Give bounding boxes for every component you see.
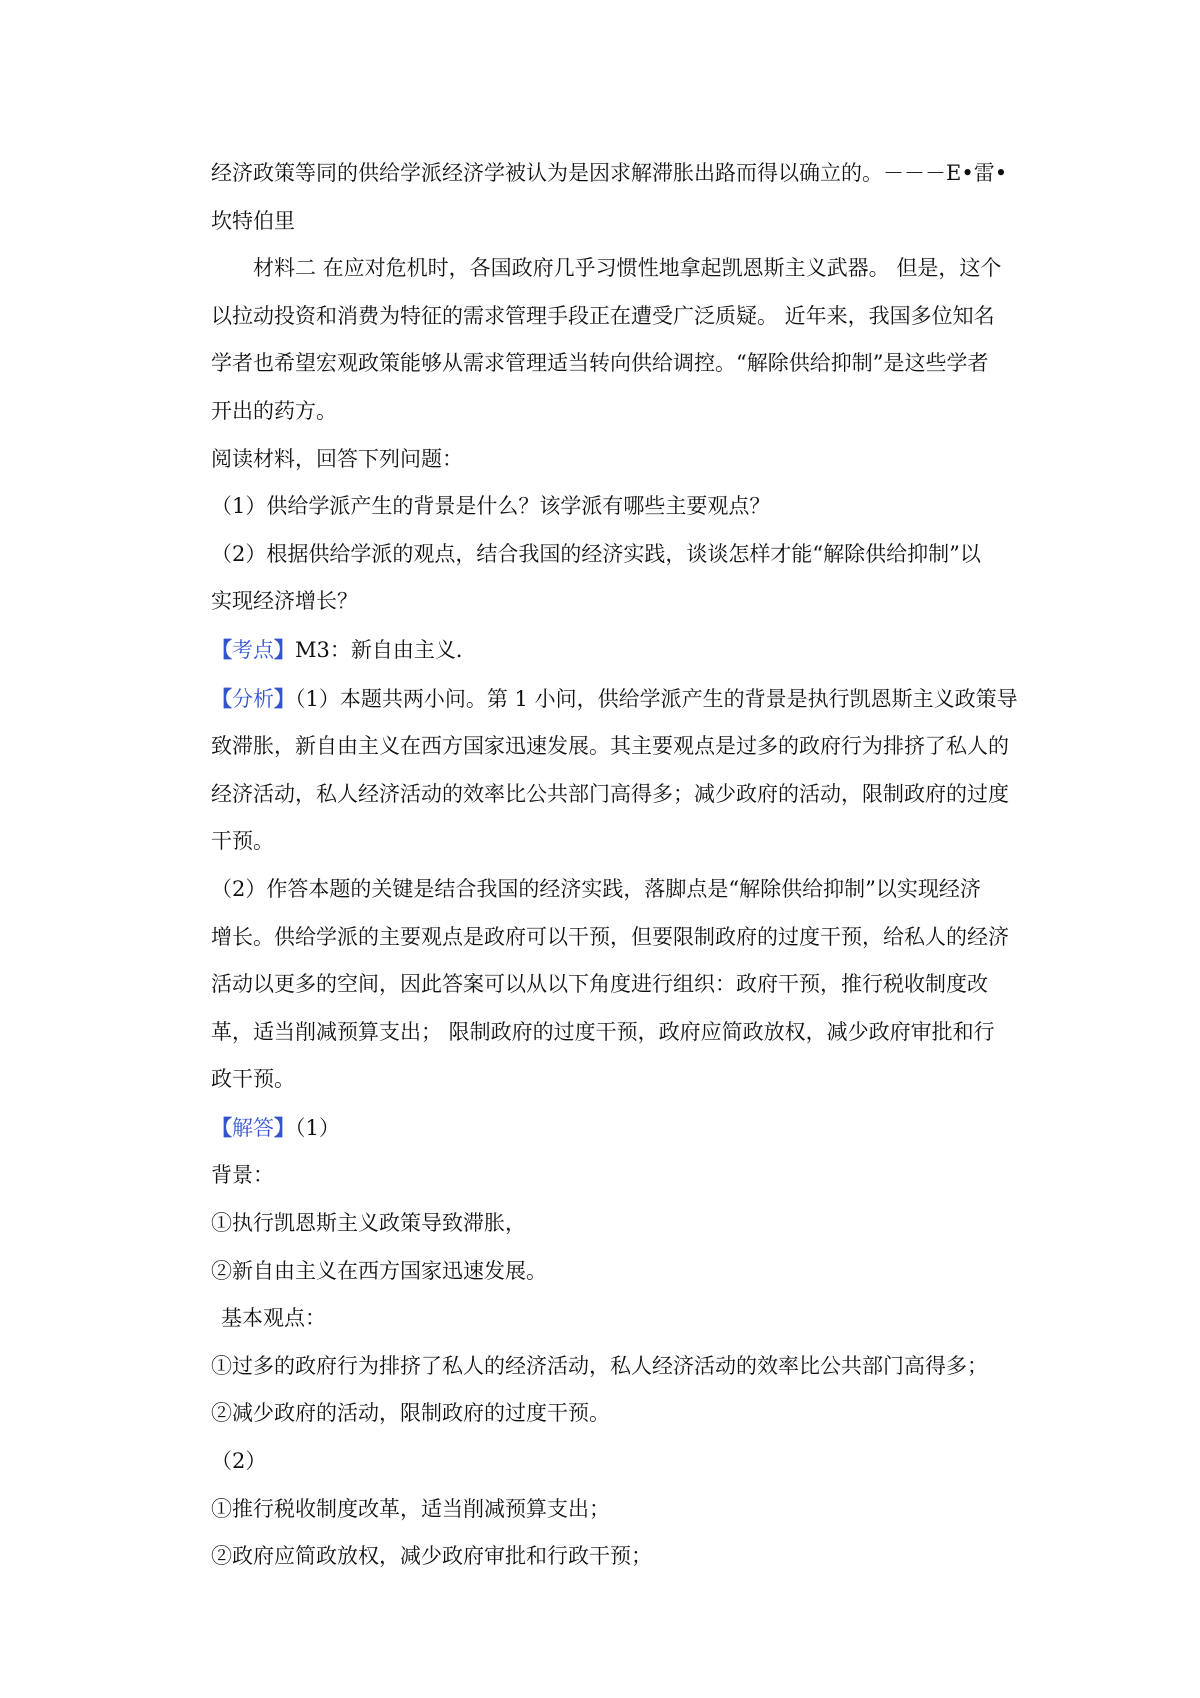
tag-close: 】 xyxy=(274,636,295,662)
viewpoints-heading: 基本观点： xyxy=(221,1306,326,1331)
kaodian-text: M3：新自由主义． xyxy=(295,637,477,662)
kaodian-line xyxy=(211,626,1025,675)
fenxi-line xyxy=(211,675,1025,724)
text-line: 革，适当削减预算支出； 限制政府的过度干预，政府应简政放权，减少政府审批和行 xyxy=(211,1019,995,1044)
jieda-line xyxy=(211,1104,1025,1153)
list-item: ①执行凯恩斯主义政策导致滞胀， xyxy=(211,1211,526,1236)
tag-close: 】 xyxy=(274,685,295,711)
text-line: 经济政策等同的供给学派经济学被认为是因求解滞胀出路而得以确立的。－－－E•雷• xyxy=(211,161,1008,185)
text-line: 实现经济增长？ xyxy=(211,589,358,614)
text-line: 以拉动投资和消费为特征的需求管理手段正在遭受广泛质疑。 近年来，我国多位知名 xyxy=(211,303,995,328)
text-line: 经济活动，私人经济活动的效率比公共部门高得多；减少政府的活动，限制政府的过度 xyxy=(211,781,1009,806)
text-line: 开出的药方。 xyxy=(211,398,337,423)
material-two-paragraph: 材料二 在应对危机时，各国政府几乎习惯性地拿起凯恩斯主义武器。 但是，这个 xyxy=(253,256,1002,281)
text-line: 致滞胀，新自由主义在西方国家迅速发展。其主要观点是过多的政府行为排挤了私人的 xyxy=(211,734,1009,759)
fenxi-text: （1）本题共两小问。第 1 小问，供给学派产生的背景是执行凯恩斯主义政策导 xyxy=(295,686,1018,711)
text-line: 干预。 xyxy=(211,829,274,854)
list-item: ②减少政府的活动，限制政府的过度干预。 xyxy=(211,1401,610,1426)
question-2: （2）根据供给学派的观点，结合我国的经济实践，谈谈怎样才能“解除供给抑制”以 xyxy=(211,541,981,566)
part-two-heading: （2） xyxy=(211,1449,267,1474)
text-line: 增长。供给学派的主要观点是政府可以干预，但要限制政府的过度干预，给私人的经济 xyxy=(211,924,1009,949)
kaodian-tag: 考点 xyxy=(232,637,274,662)
list-item: ②新自由主义在西方国家迅速发展。 xyxy=(211,1258,547,1283)
text-line: （2）作答本题的关键是结合我国的经济实践，落脚点是“解除供给抑制”以实现经济 xyxy=(211,876,981,901)
list-item: ②政府应简政放权，减少政府审批和行政干预； xyxy=(211,1544,652,1569)
text-line: 坎特伯里 xyxy=(211,208,295,233)
question-prompt: 阅读材料，回答下列问题： xyxy=(211,446,463,471)
document-page xyxy=(211,150,1025,1581)
text-line: 政干预。 xyxy=(211,1067,295,1092)
tag-open: 【 xyxy=(211,636,232,662)
text-line: 活动以更多的空间，因此答案可以从以下角度进行组织：政府干预，推行税收制度改 xyxy=(211,972,988,997)
fenxi-tag: 分析 xyxy=(232,686,274,711)
tag-open: 【 xyxy=(211,685,232,711)
jieda-text: （1） xyxy=(295,1115,340,1140)
jieda-tag: 解答 xyxy=(232,1115,274,1140)
list-item: ①过多的政府行为排挤了私人的经济活动，私人经济活动的效率比公共部门高得多； xyxy=(211,1353,988,1378)
question-1: （1）供给学派产生的背景是什么？该学派有哪些主要观点？ xyxy=(211,494,771,519)
text-line: 学者也希望宏观政策能够从需求管理适当转向供给调控。“解除供给抑制”是这些学者 xyxy=(211,351,989,376)
background-heading: 背景： xyxy=(211,1163,274,1188)
tag-open: 【 xyxy=(211,1114,232,1140)
tag-close: 】 xyxy=(274,1114,295,1140)
list-item: ①推行税收制度改革，适当削减预算支出； xyxy=(211,1496,610,1521)
